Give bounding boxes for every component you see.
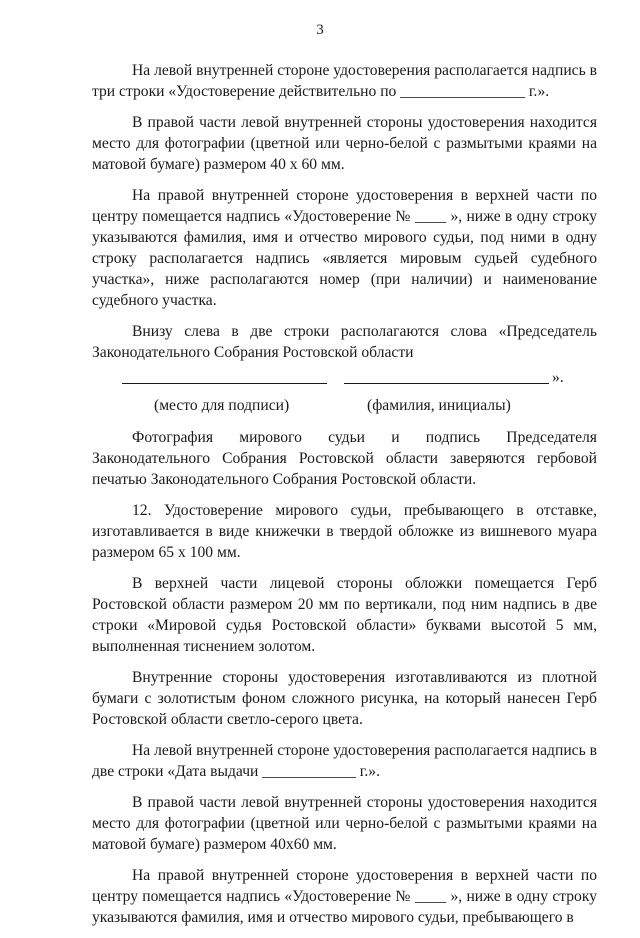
signature-captions	[92, 393, 597, 417]
paragraph: На левой внутренней стороне удостоверения располагается надпись в две строки «Дата выдачи ____________ г.».	[92, 742, 597, 780]
signature-lines	[92, 367, 597, 389]
paragraph: В правой части левой внутренней стороны удостоверения находится место для фотографии (цветной или черно-белой с размытыми краями на матовой бумаге) размером 40 х 60 мм.	[92, 114, 597, 173]
name-line	[344, 383, 549, 384]
signature-line	[122, 383, 327, 384]
paragraph: На правой внутренней стороне удостоверения в верхней части по центру помещается надпись «Удостоверение № ____ », ниже в одну строку указываются фамилия, имя и отчество мирового судьи, пребывающего в	[92, 867, 597, 926]
paragraph: В верхней части лицевой стороны обложки помещается Герб Ростовской области размером 20 мм по вертикали, под ним надпись в две строки «Мировой судья Ростовской области» буквами высотой 5 мм, выполненная тиснением золотом.	[92, 575, 597, 655]
paragraph: Внутренние стороны удостоверения изготавливаются из плотной бумаги с золотистым фоном сложного рисунка, на который нанесен Герб Ростовской области светло-серого цвета.	[92, 669, 597, 728]
signature-quote-end: ».	[552, 369, 564, 386]
paragraph: В правой части левой внутренней стороны удостоверения находится место для фотографии (цветной или черно-белой с размытыми краями на матовой бумаге) размером 40х60 мм.	[92, 794, 597, 853]
signature-caption: (место для подписи)	[154, 397, 290, 414]
page-number: 3	[316, 22, 324, 38]
paragraph: На правой внутренней стороне удостоверения в верхней части по центру помещается надпись «Удостоверение № ____ », ниже в одну строку указываются фамилия, имя и отчество мирового судьи, под ними в одну строку располагается надпись «является мировым судьей судебного участка», ниже располагаются номер (при наличии) и наименование судебного участка.	[92, 187, 597, 309]
paragraph: Фотография мирового судьи и подпись Председателя Законодательного Собрания Ростовской области заверяются гербовой печатью Законодательного Собрания Ростовской области.	[92, 429, 597, 488]
paragraph: Внизу слева в две строки располагаются слова «Председатель Законодательного Собрания Ростовской области	[92, 323, 597, 361]
name-caption: (фамилия, инициалы)	[367, 397, 511, 414]
paragraph: На левой внутренней стороне удостоверения располагается надпись в три строки «Удостоверение действительно по ________________ г.».	[92, 62, 597, 100]
paragraph: 12. Удостоверение мирового судьи, пребывающего в отставке, изготавливается в виде книжечки в твердой обложке из вишневого муара размером 65 х 100 мм.	[92, 502, 597, 561]
document-body	[92, 60, 597, 938]
